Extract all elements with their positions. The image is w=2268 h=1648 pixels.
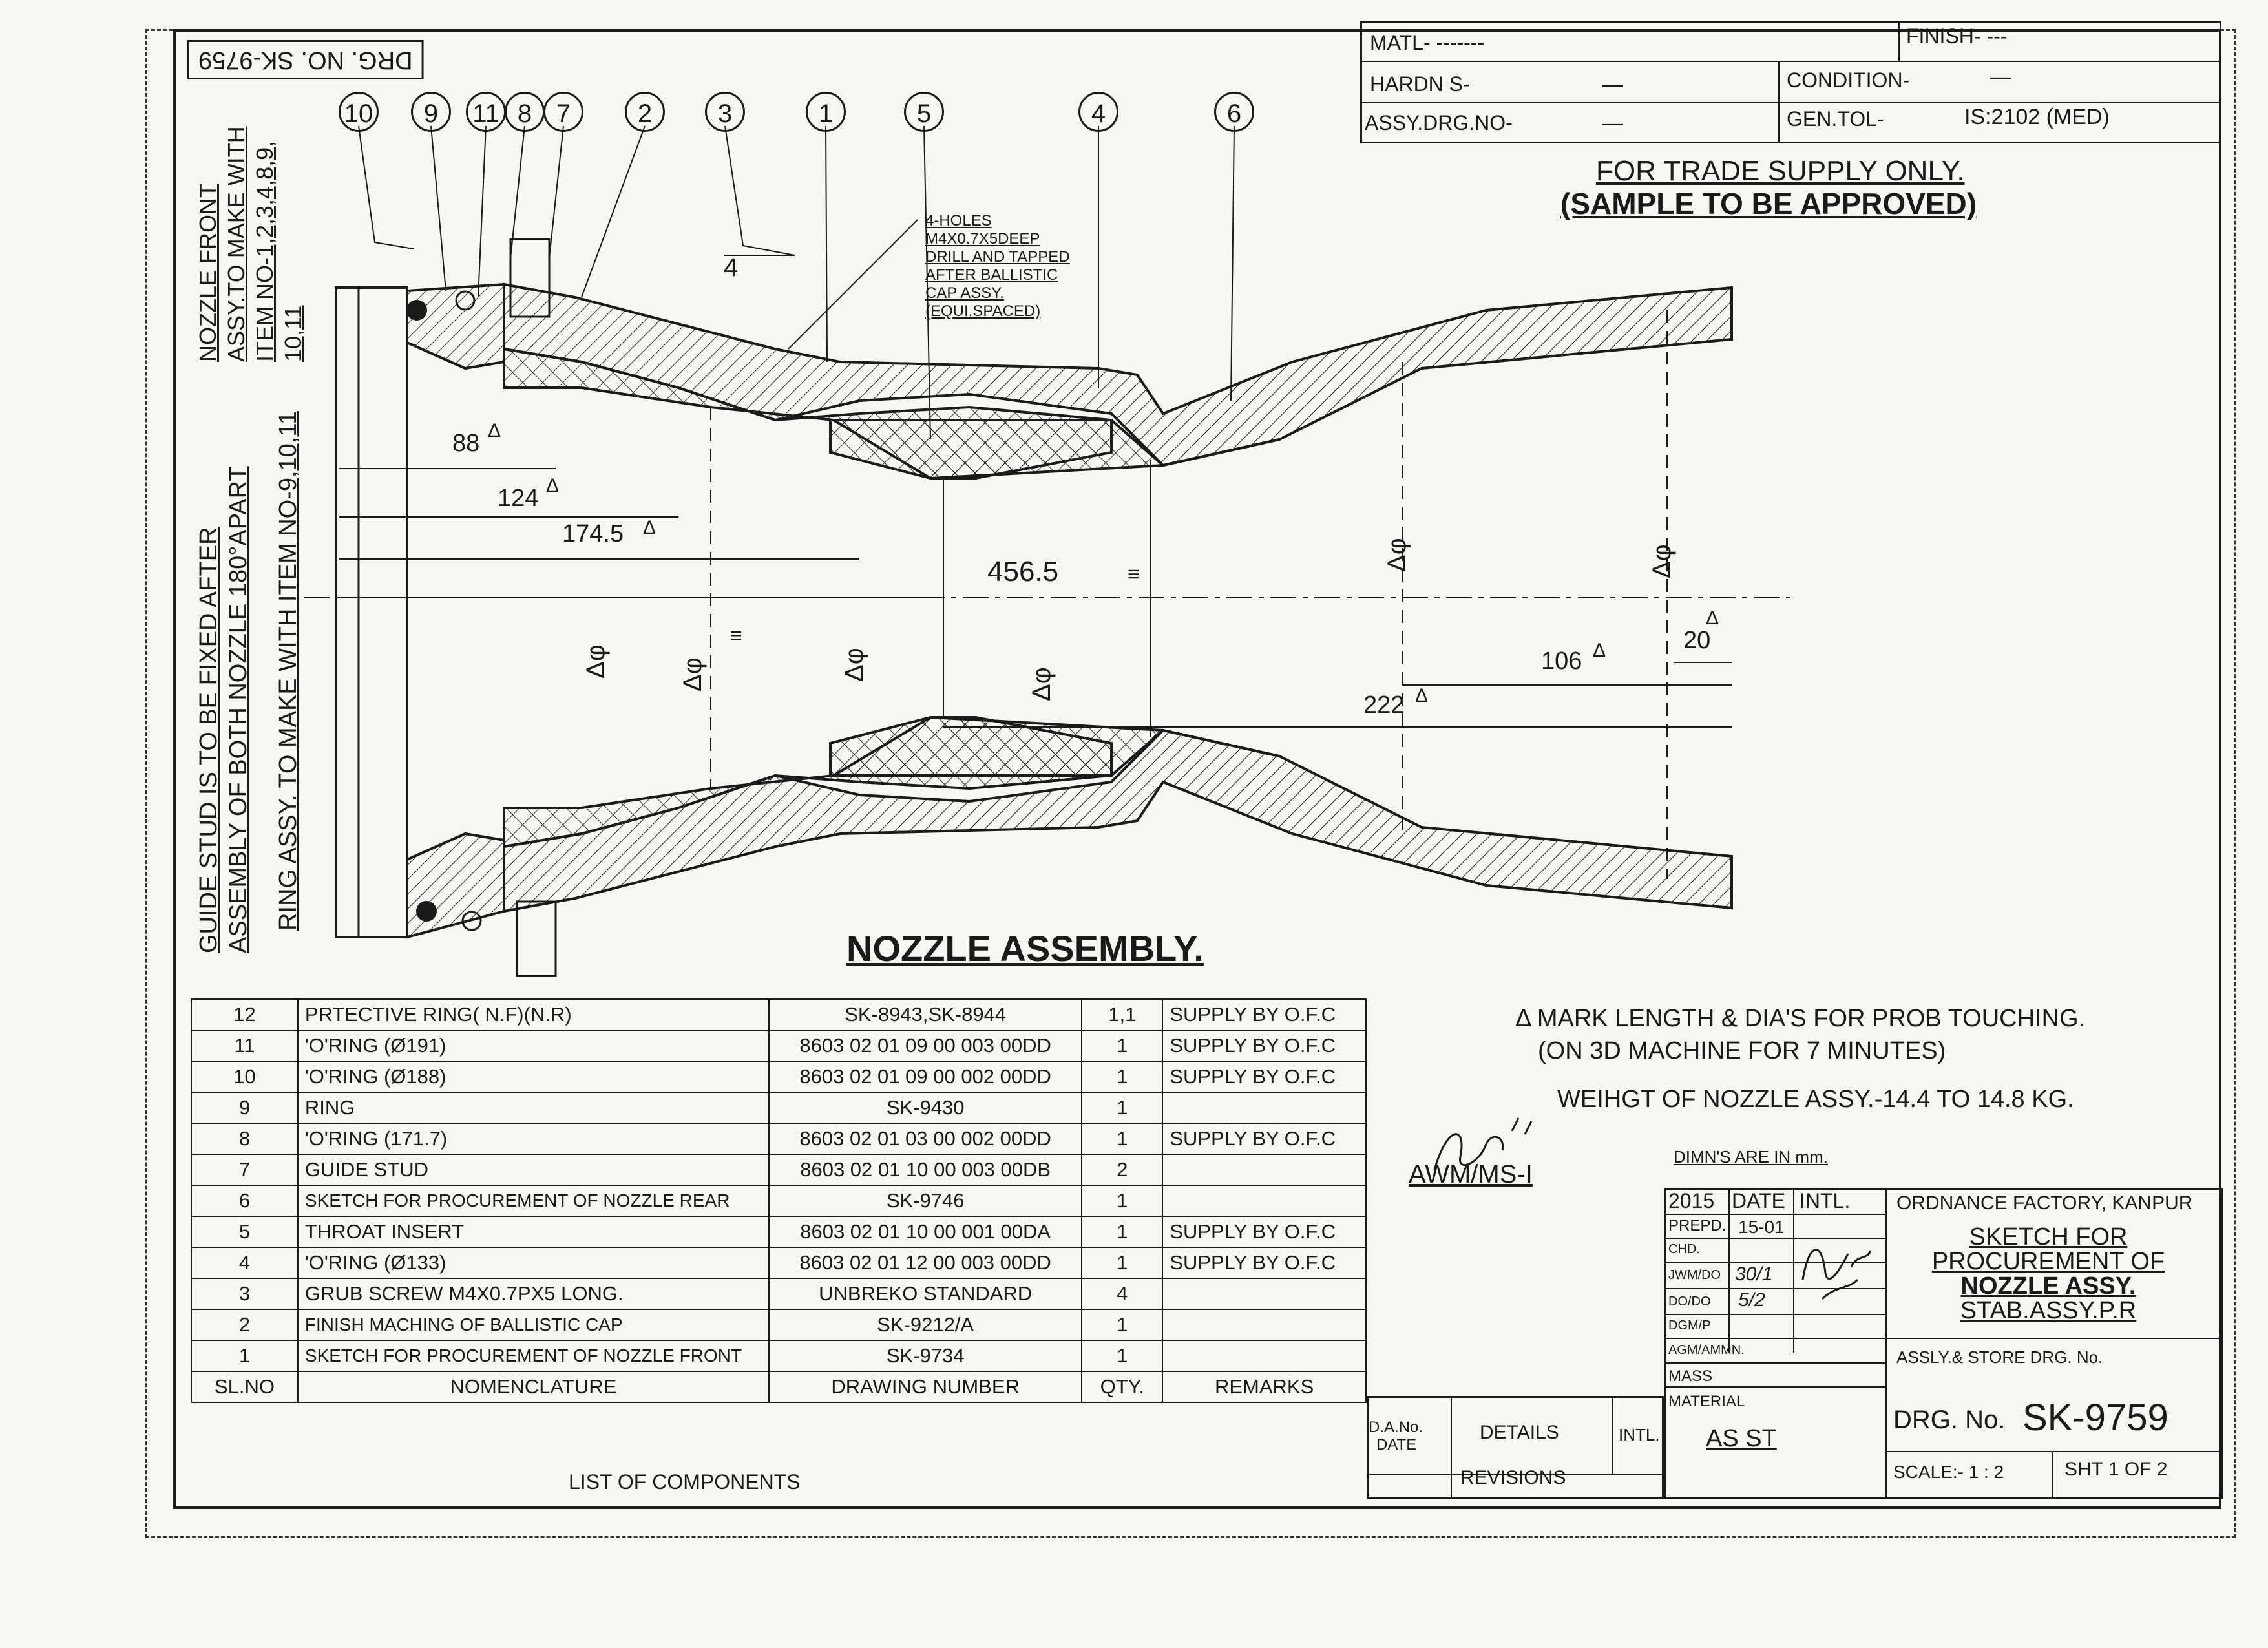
revisions-label: REVISIONS [1460, 1467, 1566, 1488]
bom-sl-no: 8 [191, 1123, 298, 1154]
bom-qty: 1 [1082, 1340, 1162, 1371]
bom-caption: LIST OF COMPONENTS [569, 1470, 801, 1494]
hardness-value: — [1602, 72, 1623, 96]
bom-row [191, 1216, 1366, 1247]
tb-description: SKETCH FOR PROCUREMENT OF NOZZLE ASSY. STAB.ASSY.P.R [1931, 1223, 2165, 1324]
bom-nomenclature: 'O'RING (Ø188) [298, 1061, 769, 1092]
bom-row [191, 1278, 1366, 1309]
bom-row [191, 1123, 1366, 1154]
bom-nomenclature: RING [298, 1092, 769, 1123]
tb-mass: MASS [1668, 1368, 1713, 1385]
dia-mark-2: Δφ [678, 657, 707, 692]
bom-row [191, 1340, 1366, 1371]
bom-qty: 1 [1082, 1092, 1162, 1123]
tb-sheet: SHT 1 OF 2 [2064, 1459, 2168, 1480]
bom-drawing-number: 8603 02 01 09 00 002 00DD [769, 1061, 1082, 1092]
sample-approval-note: (SAMPLE TO BE APPROVED) [1560, 187, 1977, 220]
bom-remarks: SUPPLY BY O.F.C [1162, 1247, 1366, 1278]
tb-prepd-date: 15-01 [1738, 1217, 1785, 1237]
tb-date: DATE [1732, 1189, 1785, 1212]
bom-qty: 1 [1082, 1123, 1162, 1154]
dano-label: D.A.No. [1369, 1419, 1423, 1436]
dimns-note: DIMN'S ARE IN mm. [1674, 1147, 1828, 1167]
tb-jwm-date: 30/1 [1735, 1263, 1773, 1285]
bom-drawing-number: 8603 02 01 10 00 001 00DA [769, 1216, 1082, 1247]
mark-note-line2: (ON 3D MACHINE FOR 7 MINUTES) [1538, 1037, 1946, 1064]
bom-drawing-number: 8603 02 01 03 00 002 00DD [769, 1123, 1082, 1154]
bom-qty: 1,1 [1082, 999, 1162, 1030]
tb-jwmdo: JWM/DO [1668, 1268, 1721, 1282]
tb-chd: CHD. [1668, 1242, 1700, 1256]
bom-row [191, 1309, 1366, 1340]
tb-material-value: AS ST [1706, 1425, 1777, 1452]
bom-nomenclature: GRUB SCREW M4X0.7PX5 LONG. [298, 1278, 769, 1309]
bom-remarks: SUPPLY BY O.F.C [1162, 1123, 1366, 1154]
drawing-title: NOZZLE ASSEMBLY. [846, 928, 1204, 969]
bom-drawing-number: SK-9746 [769, 1185, 1082, 1216]
bom-drawing-number: SK-9212/A [769, 1309, 1082, 1340]
balloon-7: 7 [543, 92, 583, 132]
bom-remarks [1162, 1309, 1366, 1340]
balloon-1: 1 [806, 92, 846, 132]
bom-drawing-number: 8603 02 01 12 00 003 00DD [769, 1247, 1082, 1278]
delta-106: Δ [1593, 640, 1606, 661]
bom-sl-no: 1 [191, 1340, 298, 1371]
bom-sl-no: 10 [191, 1061, 298, 1092]
assy-drg-value: — [1602, 111, 1623, 134]
bom-remarks [1162, 1278, 1366, 1309]
tb-drg-number: SK-9759 [2022, 1397, 2168, 1439]
bom-sl-no: 9 [191, 1092, 298, 1123]
bom-drawing-number: 8603 02 01 10 00 003 00DB [769, 1154, 1082, 1185]
bom-qty: 2 [1082, 1154, 1162, 1185]
holes-note: 4-HOLES M4X0.7X5DEEP DRILL AND TAPPED AFTER BALLISTIC CAP ASSY. (EQUI.SPACED) [925, 212, 1070, 320]
bom-drawing-number: UNBREKO STANDARD [769, 1278, 1082, 1309]
bom-drawing-number: SK-9734 [769, 1340, 1082, 1371]
balloon-2: 2 [625, 92, 665, 132]
condition-value: — [1990, 65, 2011, 88]
condition-label: CONDITION- [1787, 69, 1910, 92]
bom-sl-no: 12 [191, 999, 298, 1030]
side-note-nozzle-front: NOZZLE FRONT ASSY.TO MAKE WITH ITEM NO-1,2,3,4,8,9, 10,11 [194, 126, 306, 362]
mark-note-line1: Δ MARK LENGTH & DIA'S FOR PROB TOUCHING. [1515, 1005, 2086, 1032]
bom-nomenclature: 'O'RING (Ø133) [298, 1247, 769, 1278]
tb-material: MATERIAL [1668, 1393, 1745, 1410]
tb-factory: ORDNANCE FACTORY, KANPUR [1896, 1192, 2193, 1214]
bom-row [191, 1030, 1366, 1061]
bom-nomenclature: 'O'RING (171.7) [298, 1123, 769, 1154]
balloon-8: 8 [505, 92, 545, 132]
bom-row [191, 999, 1366, 1030]
bom-drawing-number: 8603 02 01 09 00 003 00DD [769, 1030, 1082, 1061]
tb-scale: SCALE:- 1 : 2 [1893, 1462, 2004, 1482]
bom-qty: 1 [1082, 1030, 1162, 1061]
bom-nomenclature: SKETCH FOR PROCUREMENT OF NOZZLE REAR [298, 1185, 769, 1216]
balloon-9: 9 [411, 92, 451, 132]
bom-qty: 1 [1082, 1247, 1162, 1278]
gen-tol-label: GEN.TOL- [1787, 107, 1884, 131]
assy-drg-label: ASSY.DRG.NO- [1365, 111, 1513, 134]
dim-174-5: 174.5 [562, 520, 624, 547]
bom-remarks: SUPPLY BY O.F.C [1162, 999, 1366, 1030]
bom-remarks: SUPPLY BY O.F.C [1162, 1061, 1366, 1092]
side-note-ring-assy: RING ASSY. TO MAKE WITH ITEM NO-9,10,11 [275, 411, 302, 931]
gen-tol-value: IS:2102 (MED) [1964, 105, 2110, 129]
bom-drawing-number: SK-9430 [769, 1092, 1082, 1123]
bom-row [191, 1092, 1366, 1123]
tb-intl: INTL. [1800, 1189, 1851, 1212]
tb-year: 2015 [1668, 1189, 1715, 1212]
delta-174-5: Δ [643, 517, 656, 538]
bom-sl-no: 6 [191, 1185, 298, 1216]
bom-remarks: SUPPLY BY O.F.C [1162, 1030, 1366, 1061]
bom-remarks [1162, 1340, 1366, 1371]
balloon-3: 3 [705, 92, 745, 132]
dia-mark-1: Δφ [582, 644, 610, 679]
bom-qty: 4 [1082, 1278, 1162, 1309]
balloon-10: 10 [339, 92, 379, 132]
bom-sl-no: 2 [191, 1309, 298, 1340]
weight-note: WEIHGT OF NOZZLE ASSY.-14.4 TO 14.8 KG. [1557, 1086, 2074, 1113]
bom-qty: 1 [1082, 1216, 1162, 1247]
balloon-6: 6 [1214, 92, 1254, 132]
bom-sl-no: 7 [191, 1154, 298, 1185]
bom-sl-no: 3 [191, 1278, 298, 1309]
title-block-signature [1796, 1228, 1880, 1305]
bom-row [191, 1185, 1366, 1216]
dia-mark-3: Δφ [840, 648, 868, 682]
matl-label: MATL- ------- [1370, 31, 1485, 54]
bom-remarks [1162, 1154, 1366, 1185]
trade-supply-note: FOR TRADE SUPPLY ONLY. [1596, 155, 1965, 187]
equal-mark-1: ≡ [1128, 562, 1140, 586]
bom-nomenclature: THROAT INSERT [298, 1216, 769, 1247]
delta-88: Δ [488, 420, 501, 441]
bom-header-row [191, 1371, 1366, 1402]
dim-88: 88 [452, 430, 480, 457]
bom-row [191, 1061, 1366, 1092]
dia-mark-4: Δφ [1027, 667, 1056, 701]
bom-qty: 1 [1082, 1185, 1162, 1216]
bom-nomenclature: FINISH MACHING OF BALLISTIC CAP [298, 1309, 769, 1340]
bom-remarks: SUPPLY BY O.F.C [1162, 1216, 1366, 1247]
delta-124: Δ [546, 475, 560, 496]
bom-header-cell: REMARKS [1162, 1371, 1366, 1402]
bom-row [191, 1247, 1366, 1278]
bom-nomenclature: GUIDE STUD [298, 1154, 769, 1185]
hardness-label: HARDN S- [1370, 72, 1470, 96]
signature-mark [1422, 1112, 1564, 1183]
bom-nomenclature: 'O'RING (Ø191) [298, 1030, 769, 1061]
dia-mark-5: Δφ [1383, 538, 1411, 572]
tb-dodo: DO/DO [1668, 1294, 1711, 1309]
tb-agm: AGM/AMMN. [1668, 1343, 1745, 1357]
bom-sl-no: 11 [191, 1030, 298, 1061]
bom-header-cell: NOMENCLATURE [298, 1371, 769, 1402]
bom-drawing-number: SK-8943,SK-8944 [769, 999, 1082, 1030]
delta-20: Δ [1706, 607, 1719, 629]
finish-label: FINISH- --- [1906, 25, 2008, 48]
bom-row [191, 1154, 1366, 1185]
dim-20: 20 [1683, 627, 1711, 654]
dano-date: DATE [1376, 1436, 1417, 1453]
bom-header-cell: QTY. [1082, 1371, 1162, 1402]
dim-124: 124 [498, 485, 539, 512]
bom-header-cell: SL.NO [191, 1371, 298, 1402]
tb-drg-label: DRG. No. [1893, 1406, 2006, 1434]
delta-222: Δ [1415, 685, 1429, 706]
equal-mark-2: ≡ [730, 624, 742, 647]
bom-table [191, 998, 1367, 1403]
bom-qty: 1 [1082, 1061, 1162, 1092]
tb-do-date: 5/2 [1738, 1289, 1765, 1311]
intl2-label: INTL. [1619, 1425, 1660, 1444]
dim-222: 222 [1363, 692, 1405, 719]
tb-prepd: PREPD. [1668, 1217, 1727, 1234]
bom-header-cell: DRAWING NUMBER [769, 1371, 1082, 1402]
balloon-5: 5 [904, 92, 944, 132]
tb-dgmp: DGM/P [1668, 1318, 1711, 1333]
tb-store-drg: ASSLY.& STORE DRG. No. [1896, 1347, 2103, 1367]
balloon-4: 4 [1078, 92, 1118, 132]
bom-qty: 1 [1082, 1309, 1162, 1340]
bom-sl-no: 5 [191, 1216, 298, 1247]
bom-sl-no: 4 [191, 1247, 298, 1278]
dim-4: 4 [724, 253, 739, 282]
dim-456-5: 456.5 [987, 556, 1059, 587]
drg-no-rotated: DRG. NO. SK-9759 [187, 40, 424, 79]
bom-nomenclature: PRTECTIVE RING( N.F)(N.R) [298, 999, 769, 1030]
dia-mark-6: Δφ [1648, 544, 1676, 578]
awm-stamp: AWM/MS-I [1409, 1160, 1533, 1188]
bom-nomenclature: SKETCH FOR PROCUREMENT OF NOZZLE FRONT [298, 1340, 769, 1371]
balloon-11: 11 [466, 92, 506, 132]
side-note-guide-stud: GUIDE STUD IS TO BE FIXED AFTER ASSEMBLY OF BOTH NOZZLE 180°APART [195, 466, 252, 953]
bom-remarks [1162, 1185, 1366, 1216]
bom-remarks [1162, 1092, 1366, 1123]
dim-106: 106 [1541, 648, 1582, 675]
details-label: DETAILS [1480, 1422, 1559, 1443]
